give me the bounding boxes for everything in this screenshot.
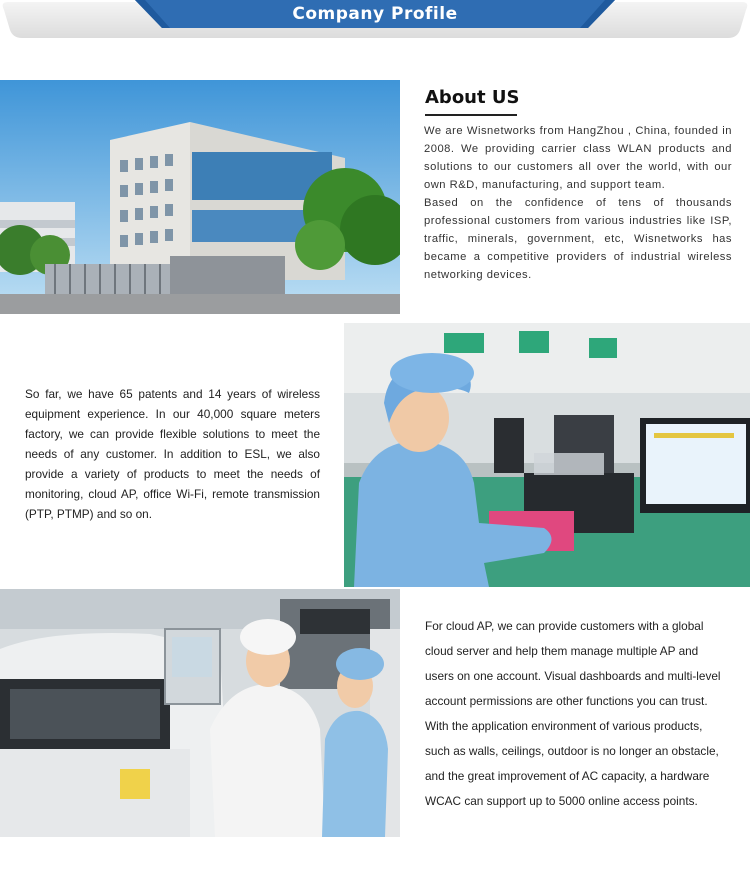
about-paragraph-1: We are Wisnetworks from HangZhou , China, founded in 2008. We providing carrier class WLAN products and solutions to our customers all over the world, with our own R&D, manufacturing, and support team. bbox=[424, 125, 732, 191]
cloud-ap-description: For cloud AP, we can provide customers with a global cloud server and help them manage multiple AP and users on one account. Visual dashboards and multi-level account permissions are other functions you can trust. With the application environment of various products, such as walls, ceilings, outdoor is no longer an obstacle, and the great improvement of AC capacity, a hardware WCAC can support up to 5000 online access points. bbox=[425, 619, 721, 808]
page-title: Company Profile bbox=[292, 4, 458, 24]
about-heading: About US bbox=[425, 87, 520, 108]
header-banner bbox=[0, 0, 750, 40]
about-paragraph-2: Based on the confidence of tens of thousands professional customers from various industries like ISP, traffic, minerals, government, etc, Wisnetworks has became a competitive providers of industrial wireless networking devices. bbox=[424, 197, 732, 281]
experience-description: So far, we have 65 patents and 14 years of wireless equipment experience. In our 40,000 square meters factory, we can provide flexible solutions to meet the needs of any customer. In addition to ESL, we also provide a variety of products to meet the needs of monitoring, cloud AP, office Wi-Fi, remote transmission (PTP, PTMP) and so on. bbox=[25, 387, 320, 521]
office-building-photo bbox=[0, 80, 400, 314]
lab-worker-photo bbox=[344, 323, 750, 587]
about-heading-underline bbox=[425, 114, 517, 116]
factory-workers-photo bbox=[0, 589, 400, 837]
about-description bbox=[424, 122, 732, 284]
